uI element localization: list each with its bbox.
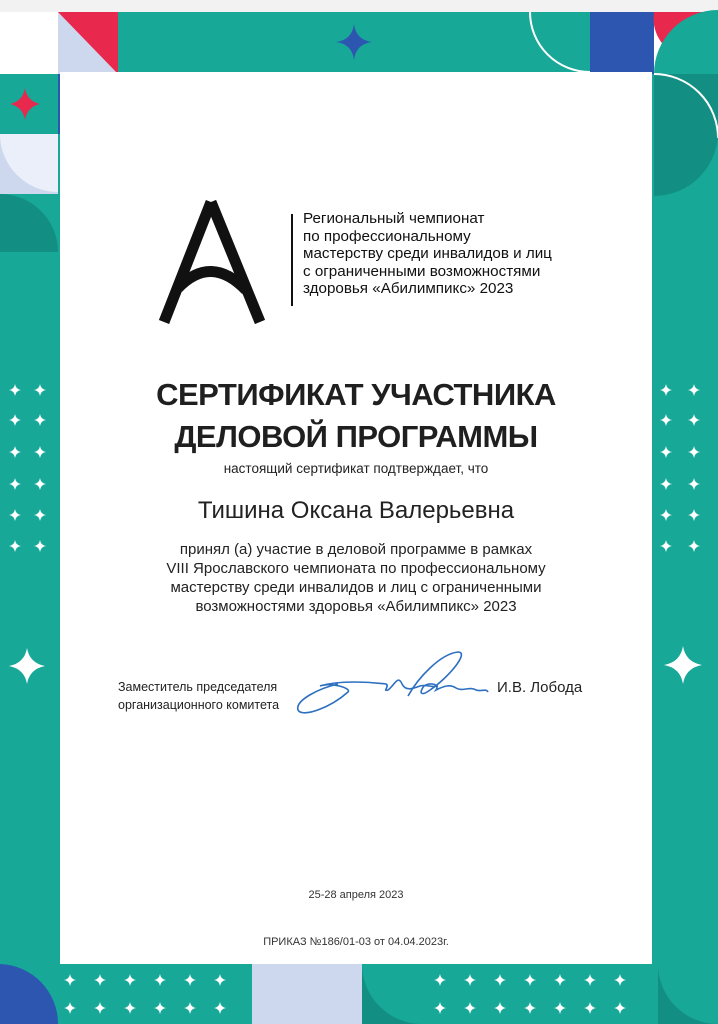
abilimpics-logo-icon — [156, 198, 268, 324]
organization-line: с ограниченными возможностями — [303, 262, 541, 280]
description-line: возможностями здоровья «Абилимпикс» 2023 — [195, 598, 517, 615]
signatory-title-line: организационного комитета — [118, 698, 280, 712]
signatory-title-line: Заместитель председателя — [118, 680, 278, 694]
organization-line: здоровья «Абилимпикс» 2023 — [303, 280, 514, 298]
organization-name — [303, 210, 603, 298]
organization-line: мастерству среди инвалидов и лиц — [303, 245, 552, 263]
description-line: VIII Ярославского чемпионата по профессиональному — [166, 560, 546, 577]
certificate-title-line2: ДЕЛОВОЙ ПРОГРАММЫ — [174, 419, 538, 454]
handwritten-signature-icon — [290, 648, 490, 718]
description-line: принял (а) участие в деловой программе в рамках — [179, 541, 533, 558]
participation-description — [60, 540, 652, 616]
confirm-text: настоящий сертификат подтверждает, что — [223, 461, 489, 476]
certificate-title-line1: СЕРТИФИКАТ УЧАСТНИКА — [156, 377, 556, 412]
signatory-name: И.В. Лобода — [497, 679, 583, 696]
recipient-name: Тишина Оксана Валерьевна — [197, 497, 515, 524]
order-reference: ПРИКАЗ №186/01-03 от 04.04.2023г. — [263, 936, 449, 948]
signatory-title — [118, 678, 279, 714]
organization-line: Региональный чемпионат — [303, 210, 485, 227]
description-line: мастерству среди инвалидов и лиц с ограниченными — [170, 579, 542, 596]
event-dates: 25-28 апреля 2023 — [308, 889, 404, 901]
logo-divider — [291, 214, 293, 306]
organization-line: по профессиональному — [303, 227, 471, 245]
